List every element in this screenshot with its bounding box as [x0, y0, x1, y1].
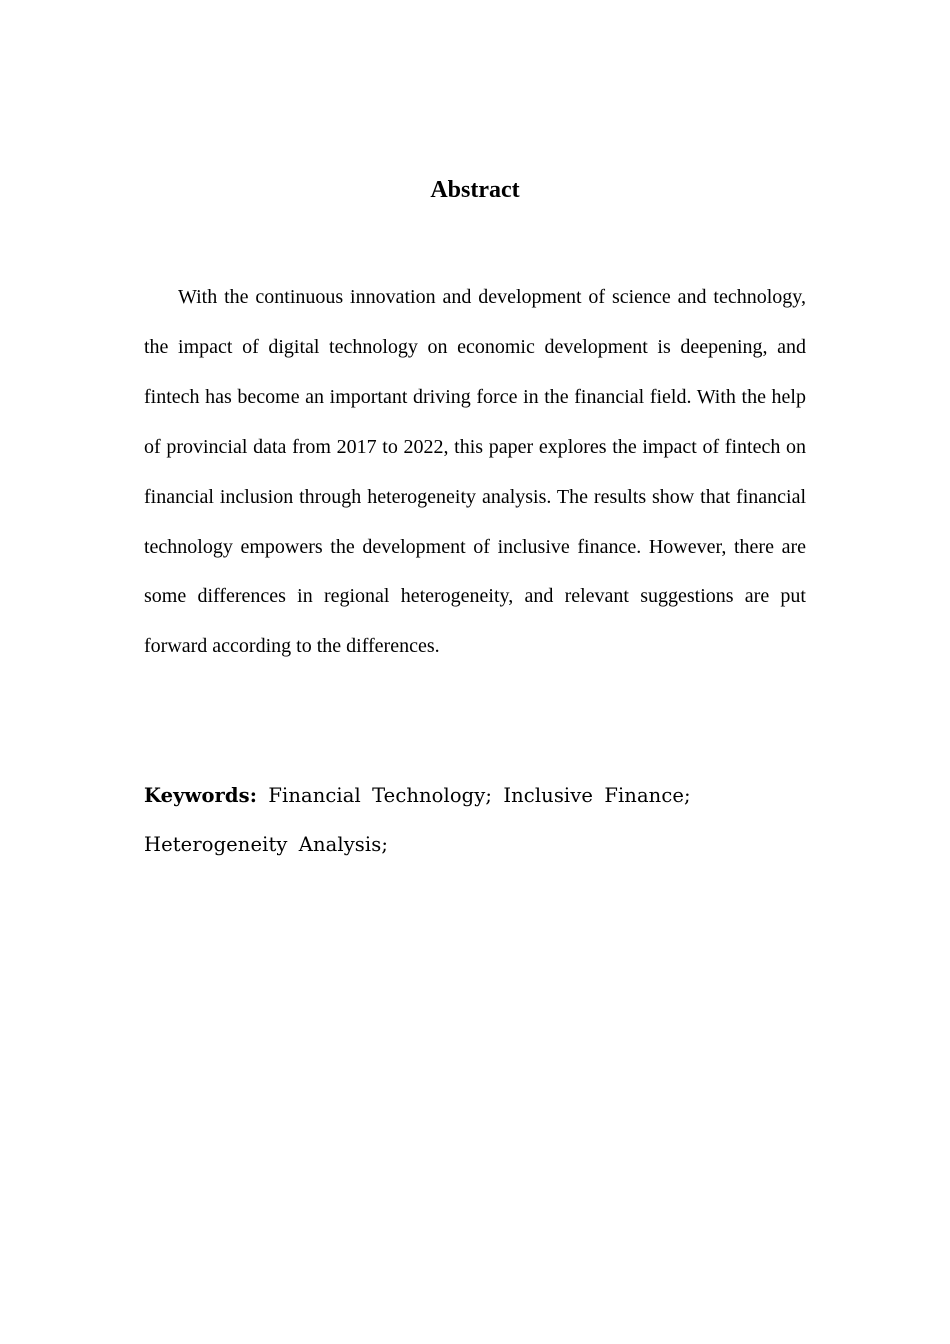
- keywords-line-1: Financial Technology; Inclusive Finance;: [268, 784, 691, 807]
- keywords-line-2: Heterogeneity Analysis;: [144, 833, 389, 856]
- abstract-body-text: With the continuous innovation and development of science and technology, the impact of digital technology on economic development is deepening, and fintech has become an important driving force in the financial field. With the help of provincial data from 2017 to 2022, this paper explores the impact of fintech on financial inclusion through heterogeneity analysis. The results show that financial technology empowers the development of inclusive finance. However, there are some differences in regional heterogeneity, and relevant suggestions are put forward according to the differences.: [144, 286, 806, 658]
- keywords-label: Keywords:: [144, 784, 258, 807]
- keywords-section: [144, 771, 704, 869]
- abstract-title: Abstract: [430, 177, 520, 203]
